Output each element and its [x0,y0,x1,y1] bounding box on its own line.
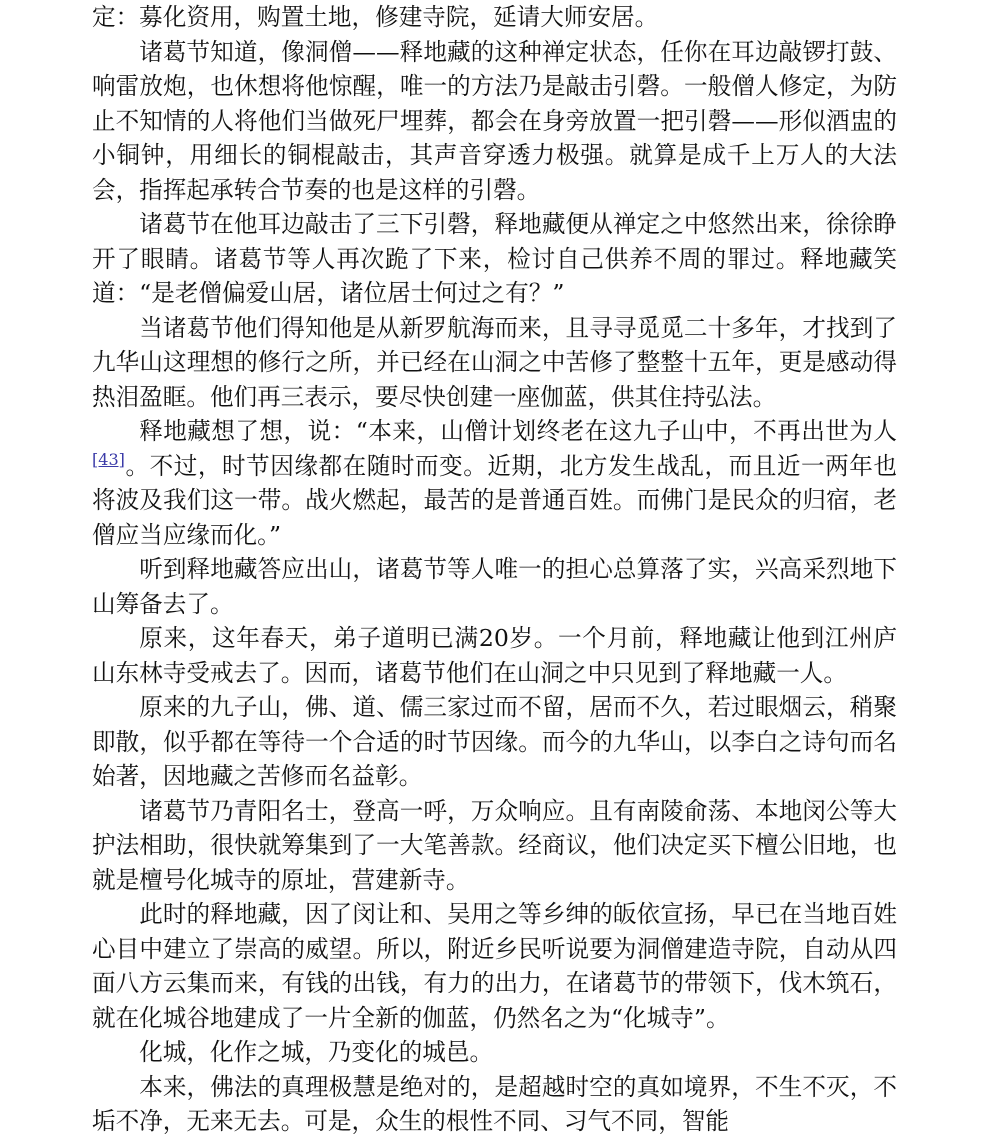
paragraph-5-text-before: 释地藏想了想，说：“本来，山僧计划终老在这九子山中，不再出世为人 [139,417,897,445]
paragraph-2: 诸葛节知道，像洞僧——释地藏的这种禅定状态，任你在耳边敲锣打鼓、响雷放炮，也休想将他惊醒，唯一的方法乃是敲击引磬。一般僧人修定，为防止不知情的人将他们当做死尸埋葬，都会在身旁放置一把引磬——形似酒盅的小铜钟，用细长的铜棍敲击，其声音穿透力极强。就算是成千上万人的大法会，指挥起承转合节奏的也是这样的引磬。 [92,37,897,204]
paragraph-12: 本来，佛法的真理极慧是绝对的，是超越时空的真如境界，不生不灭，不垢不净，无来无去。可是，众生的根性不同、习气不同，智能 [92,1072,897,1135]
paragraph-1: 定：募化资用，购置土地，修建寺院，延请大师安居。 [92,3,659,31]
paragraph-9: 诸葛节乃青阳名士，登高一呼，万众响应。且有南陵俞荡、本地闵公等大护法相助，很快就筹集到了一大笔善款。经商议，他们决定买下檀公旧地，也就是檀号化城寺的原址，营建新寺。 [92,796,897,894]
document-page [92,0,897,1139]
paragraph-5 [92,414,897,552]
paragraph-11: 化城，化作之城，乃变化的城邑。 [139,1038,494,1066]
paragraph-3: 诸葛节在他耳边敲击了三下引磬，释地藏便从禅定之中悠然出来，徐徐睁开了眼睛。诸葛节等人再次跪了下来，检讨自己供养不周的罪过。释地藏笑道：“是老僧偏爱山居，诸位居士何过之有？” [92,210,897,307]
paragraph-6: 听到释地藏答应出山，诸葛节等人唯一的担心总算落了实，兴高采烈地下山筹备去了。 [92,555,897,618]
footnote-link-43[interactable]: [43] [92,449,125,469]
paragraph-5-text-after: 。不过，时节因缘都在随时而变。近期，北方发生战乱，而且近一两年也将波及我们这一带。战火燃起，最苦的是普通百姓。而佛门是民众的归宿，老僧应当应缘而化。” [92,451,897,549]
paragraph-10: 此时的释地藏，因了闵让和、吴用之等乡绅的皈依宣扬，早已在当地百姓心目中建立了崇高的威望。所以，附近乡民听说要为洞僧建造寺院，自动从四面八方云集而来，有钱的出钱，有力的出力，在诸葛节的带领下，伐木筑石，就在化城谷地建成了一片全新的伽蓝，仍然名之为“化城寺”。 [92,900,897,1032]
paragraph-4: 当诸葛节他们得知他是从新罗航海而来，且寻寻觅觅二十多年，才找到了九华山这理想的修行之所，并已经在山洞之中苦修了整整十五年，更是感动得热泪盈眶。他们再三表示，要尽快创建一座伽蓝，供其住持弘法。 [92,313,897,411]
paragraph-8: 原来的九子山，佛、道、儒三家过而不留，居而不久，若过眼烟云，稍聚即散，似乎都在等待一个合适的时节因缘。而今的九华山，以李白之诗句而名始著，因地藏之苦修而名益彰。 [92,693,897,790]
paragraph-7: 原来，这年春天，弟子道明已满20岁。一个月前，释地藏让他到江州庐山东林寺受戒去了。因而，诸葛节他们在山洞之中只见到了释地藏一人。 [92,624,897,687]
